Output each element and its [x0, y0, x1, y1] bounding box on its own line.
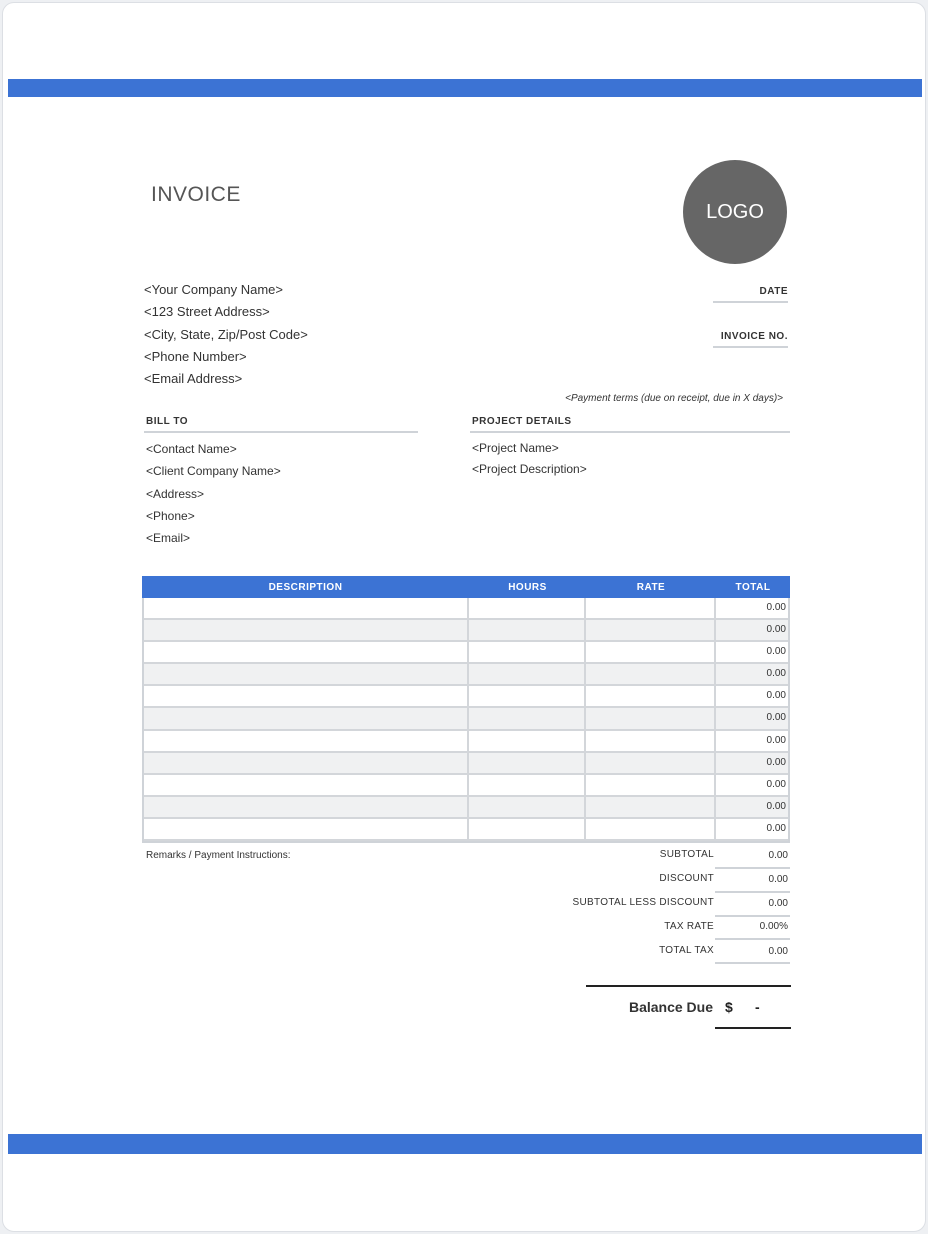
total-tax-divider [715, 962, 790, 964]
table-row [144, 731, 788, 753]
total-cell: 0.00 [716, 797, 788, 819]
rate-cell[interactable] [586, 686, 716, 708]
date-label: DATE [759, 286, 788, 297]
invoice-no-field[interactable] [713, 346, 788, 348]
line-items-table [142, 576, 790, 843]
subtotal-label: SUBTOTAL [659, 849, 714, 860]
discount-label: DISCOUNT [659, 873, 714, 884]
project-details-divider [470, 431, 790, 433]
hours-cell[interactable] [469, 686, 586, 708]
bill-to-client-company: <Client Company Name> [146, 464, 281, 479]
top-accent-band [8, 79, 922, 97]
balance-due-value: - [755, 999, 760, 1015]
hours-cell[interactable] [469, 620, 586, 642]
payment-terms: <Payment terms (due on receipt, due in X days)> [565, 393, 783, 404]
table-body [142, 598, 790, 843]
table-row [144, 708, 788, 730]
total-cell: 0.00 [716, 753, 788, 775]
table-row [144, 598, 788, 620]
column-description: DESCRIPTION [268, 581, 343, 593]
hours-cell[interactable] [469, 797, 586, 819]
total-cell: 0.00 [716, 731, 788, 753]
description-cell[interactable] [144, 664, 469, 686]
remarks-label: Remarks / Payment Instructions: [146, 850, 291, 861]
discount-divider [715, 891, 790, 893]
column-total: TOTAL [735, 581, 771, 593]
balance-bottom-rule [715, 1027, 791, 1029]
bill-to-heading: BILL TO [146, 416, 189, 427]
company-street: <123 Street Address> [144, 304, 270, 320]
total-cell: 0.00 [716, 598, 788, 620]
table-row [144, 819, 788, 841]
rate-cell[interactable] [586, 708, 716, 730]
subtotal-divider [715, 867, 790, 869]
bill-to-phone: <Phone> [146, 508, 195, 523]
total-cell: 0.00 [716, 775, 788, 797]
hours-cell[interactable] [469, 664, 586, 686]
bill-to-address: <Address> [146, 486, 205, 501]
description-cell[interactable] [144, 686, 469, 708]
balance-top-rule [586, 985, 791, 987]
logo-label: LOGO [706, 200, 764, 223]
description-cell[interactable] [144, 819, 469, 841]
description-cell[interactable] [144, 731, 469, 753]
total-cell: 0.00 [716, 620, 788, 642]
rate-cell[interactable] [586, 642, 716, 664]
balance-currency: $ [725, 999, 733, 1015]
bill-to-divider [144, 431, 418, 433]
table-row [144, 775, 788, 797]
logo-placeholder [683, 160, 787, 264]
table-row [144, 797, 788, 819]
rate-cell[interactable] [586, 731, 716, 753]
bottom-accent-band [8, 1134, 922, 1154]
tax-rate-divider [715, 938, 790, 940]
hours-cell[interactable] [469, 598, 586, 620]
hours-cell[interactable] [469, 819, 586, 841]
table-row [144, 620, 788, 642]
invoice-page [2, 2, 926, 1232]
rate-cell[interactable] [586, 598, 716, 620]
total-tax-label: TOTAL TAX [659, 945, 714, 956]
company-city: <City, State, Zip/Post Code> [144, 326, 308, 342]
project-details [472, 437, 587, 480]
subtotal-less-discount-value: 0.00 [768, 898, 788, 909]
description-cell[interactable] [144, 620, 469, 642]
description-cell[interactable] [144, 775, 469, 797]
rate-cell[interactable] [586, 775, 716, 797]
description-cell[interactable] [144, 708, 469, 730]
hours-cell[interactable] [469, 775, 586, 797]
tax-rate-value[interactable]: 0.00% [759, 921, 788, 932]
bill-to-email: <Email> [146, 531, 191, 546]
bill-to-details [146, 438, 281, 549]
table-row [144, 642, 788, 664]
tax-rate-label: TAX RATE [664, 921, 714, 932]
total-cell: 0.00 [716, 819, 788, 841]
table-row [144, 686, 788, 708]
total-cell: 0.00 [716, 642, 788, 664]
table-row [144, 664, 788, 686]
hours-cell[interactable] [469, 753, 586, 775]
project-description: <Project Description> [472, 461, 587, 476]
column-hours: HOURS [508, 581, 547, 593]
total-cell: 0.00 [716, 708, 788, 730]
table-row [144, 753, 788, 775]
hours-cell[interactable] [469, 731, 586, 753]
description-cell[interactable] [144, 598, 469, 620]
balance-due-label: Balance Due [628, 999, 713, 1015]
subtotal-less-discount-label: SUBTOTAL LESS DISCOUNT [572, 897, 714, 908]
discount-value[interactable]: 0.00 [768, 874, 788, 885]
company-info [144, 279, 308, 390]
date-field[interactable] [713, 301, 788, 303]
rate-cell[interactable] [586, 819, 716, 841]
description-cell[interactable] [144, 642, 469, 664]
table-header [142, 576, 790, 598]
subtotal-value: 0.00 [768, 850, 788, 861]
company-phone: <Phone Number> [144, 348, 247, 364]
hours-cell[interactable] [469, 708, 586, 730]
bill-to-contact: <Contact Name> [146, 442, 237, 456]
total-cell: 0.00 [716, 686, 788, 708]
rate-cell[interactable] [586, 664, 716, 686]
hours-cell[interactable] [469, 642, 586, 664]
rate-cell[interactable] [586, 797, 716, 819]
rate-cell[interactable] [586, 753, 716, 775]
company-name: <Your Company Name> [144, 282, 283, 297]
total-tax-value: 0.00 [768, 946, 788, 957]
invoice-no-label: INVOICE NO. [720, 331, 788, 342]
description-cell[interactable] [144, 753, 469, 775]
invoice-title: INVOICE [151, 183, 241, 206]
less-discount-divider [715, 915, 790, 917]
project-name: <Project Name> [472, 441, 559, 455]
total-cell: 0.00 [716, 664, 788, 686]
description-cell[interactable] [144, 797, 469, 819]
rate-cell[interactable] [586, 620, 716, 642]
project-details-heading: PROJECT DETAILS [472, 416, 572, 427]
company-email: <Email Address> [144, 371, 243, 387]
column-rate: RATE [636, 581, 666, 593]
